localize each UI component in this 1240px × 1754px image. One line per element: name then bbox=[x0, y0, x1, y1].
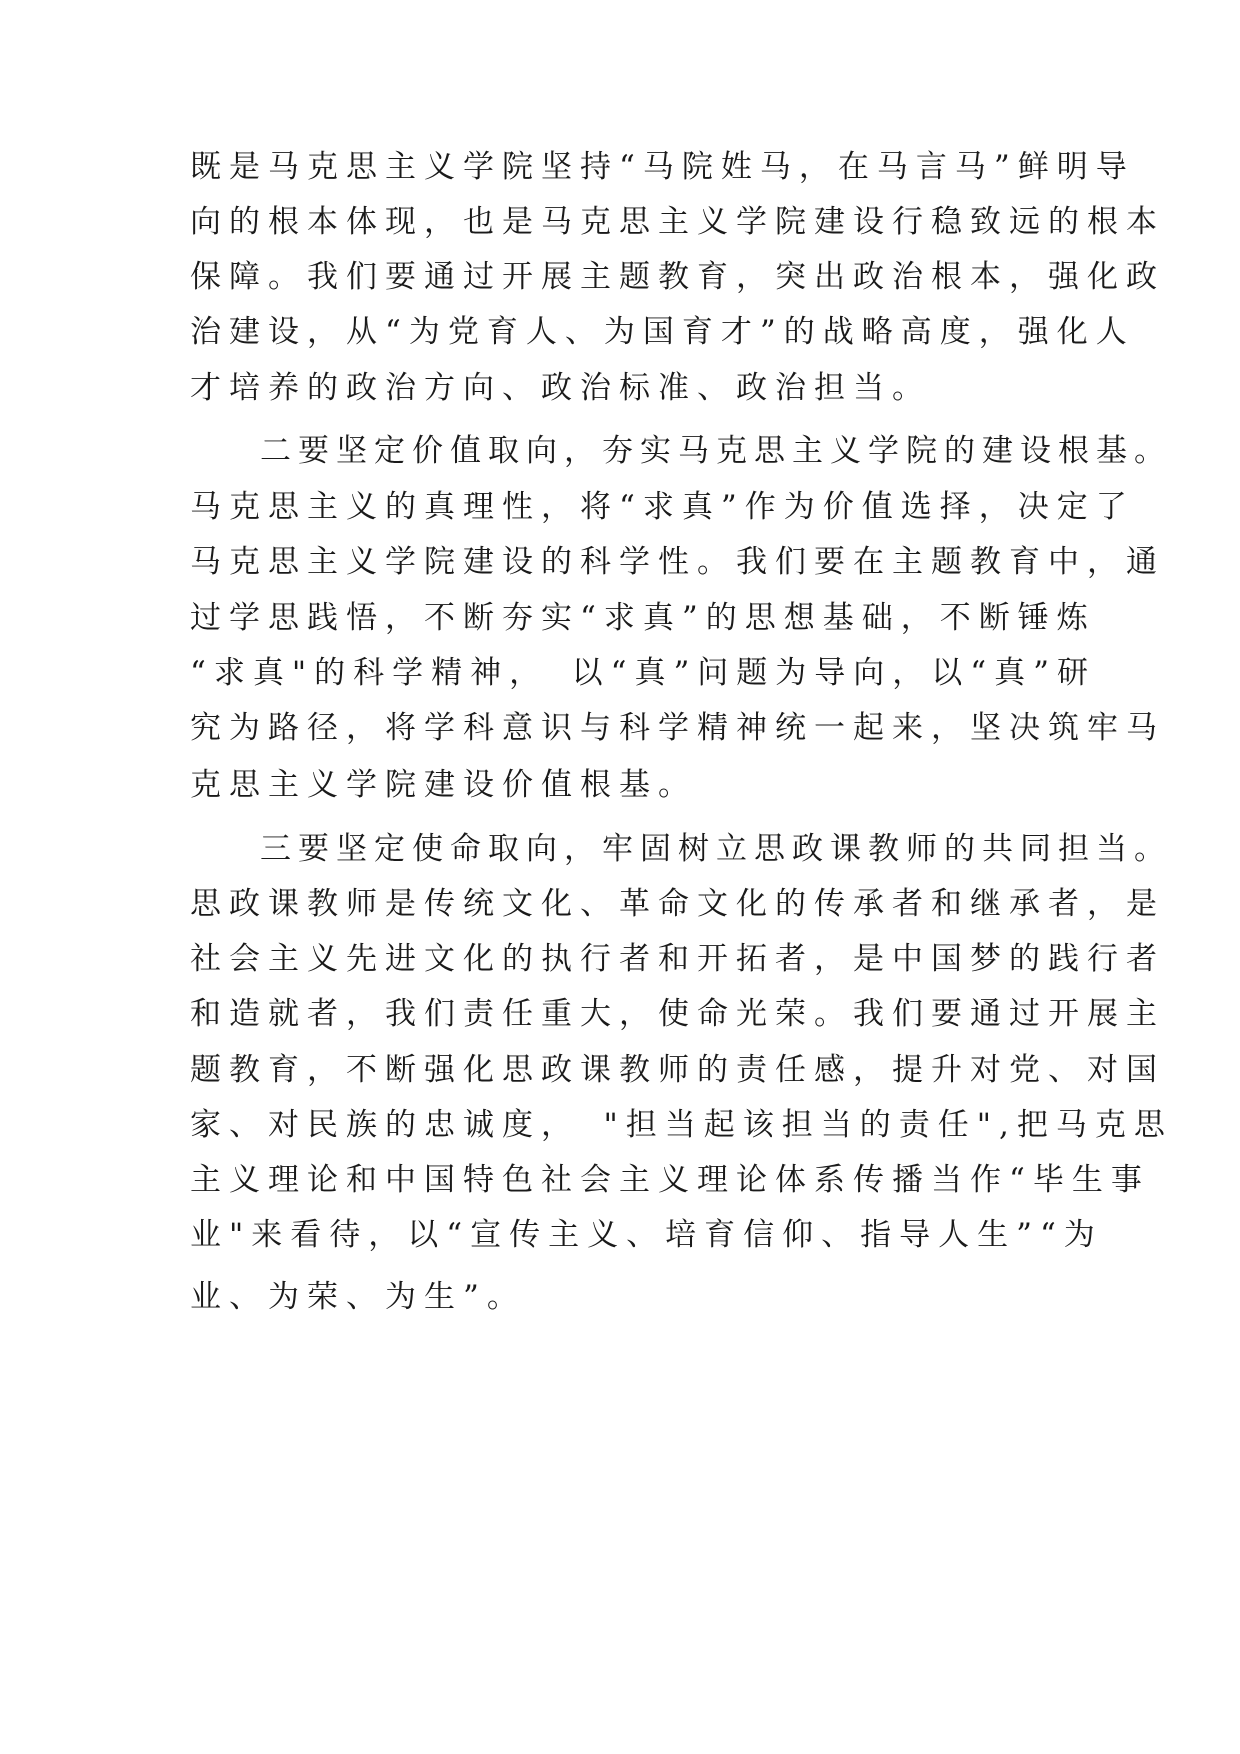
text-line: 业"来看待，以“宣传主义、培育信仰、指导人生”“为 bbox=[190, 1217, 1103, 1253]
paragraph-first-line: 二要坚定价值取向，夯实马克思主义学院的建设根基。 bbox=[260, 433, 1172, 469]
text-line: 社会主义先进文化的执行者和开拓者，是中国梦的践行者 bbox=[190, 941, 1165, 977]
text-line: 过学思践悟，不断夯实“求真”的思想基础，不断锤炼 bbox=[190, 600, 1096, 636]
text-line: 既是马克思主义学院坚持“马院姓马，在马言马”鲜明导 bbox=[190, 149, 1135, 185]
text-line: 向的根本体现，也是马克思主义学院建设行稳致远的根本 bbox=[190, 204, 1165, 240]
text-line: 究为路径，将学科意识与科学精神统一起来，坚决筑牢马 bbox=[190, 710, 1165, 746]
text-line: 思政课教师是传统文化、革命文化的传承者和继承者，是 bbox=[190, 886, 1165, 922]
text-line: 保障。我们要通过开展主题教育，突出政治根本，强化政 bbox=[190, 259, 1165, 295]
text-line: 马克思主义学院建设的科学性。我们要在主题教育中，通 bbox=[190, 544, 1165, 580]
text-line: 马克思主义的真理性，将“求真”作为价值选择，决定了 bbox=[190, 489, 1135, 525]
text-line: 题教育，不断强化思政课教师的责任感，提升对党、对国 bbox=[190, 1052, 1165, 1088]
text-line: 家、对民族的忠诚度， "担当起该担当的责任",把马克思 bbox=[190, 1107, 1173, 1143]
text-line: 主义理论和中国特色社会主义理论体系传播当作“毕生事 bbox=[190, 1162, 1150, 1198]
paragraph-first-line: 三要坚定使命取向，牢固树立思政课教师的共同担当。 bbox=[260, 831, 1172, 867]
text-line: 和造就者，我们责任重大，使命光荣。我们要通过开展主 bbox=[190, 996, 1165, 1032]
text-line: 业、为荣、为生”。 bbox=[190, 1279, 526, 1315]
text-line: 治建设，从“为党育人、为国育才”的战略高度，强化人 bbox=[190, 314, 1135, 350]
text-line: 克思主义学院建设价值根基。 bbox=[190, 767, 697, 803]
text-line: 才培养的政治方向、政治标准、政治担当。 bbox=[190, 370, 931, 406]
text-line: “求真"的科学精神， 以“真”问题为导向，以“真”研 bbox=[190, 655, 1096, 691]
